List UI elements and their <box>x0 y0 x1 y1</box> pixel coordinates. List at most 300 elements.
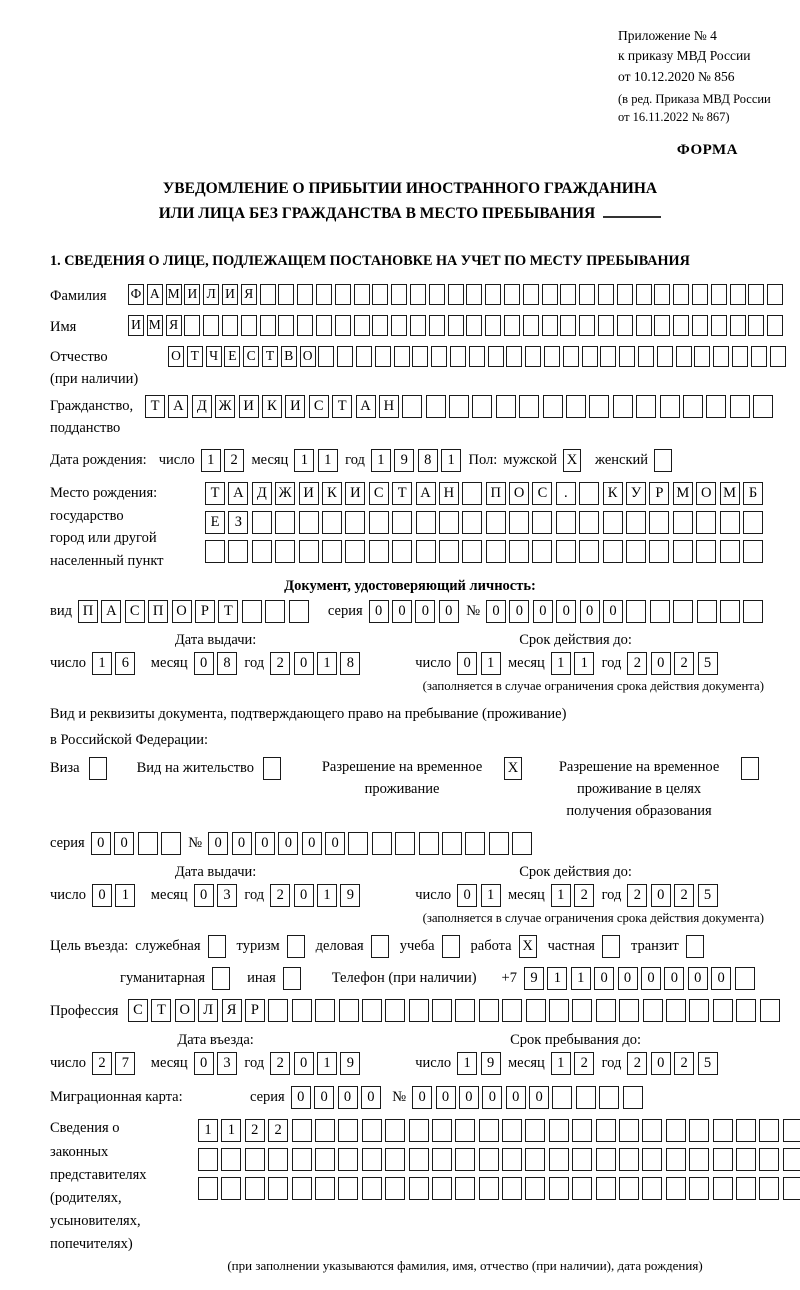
citizenship-cell[interactable] <box>589 395 609 418</box>
birthplace-row-1[interactable] <box>205 482 766 505</box>
patronymic-cell[interactable]: Т <box>262 346 278 367</box>
birthplace-cell[interactable] <box>369 511 389 534</box>
guardians-row-2[interactable] <box>198 1148 800 1171</box>
profession-cell[interactable] <box>713 999 733 1022</box>
series-cell[interactable] <box>161 832 181 855</box>
phone-cell[interactable]: 0 <box>641 967 661 990</box>
year-cell[interactable]: 0 <box>294 652 314 675</box>
number-cell[interactable]: 0 <box>208 832 228 855</box>
guardian-cell[interactable] <box>198 1177 218 1200</box>
birthplace-cell[interactable] <box>579 482 599 505</box>
profession-cell[interactable] <box>619 999 639 1022</box>
surname-cell[interactable] <box>673 284 689 305</box>
doc-number-input[interactable] <box>486 600 767 623</box>
citizenship-cell[interactable]: Т <box>145 395 165 418</box>
number-cell[interactable]: 0 <box>556 600 576 623</box>
firstname-cell[interactable] <box>673 315 689 336</box>
birthplace-cell[interactable] <box>462 540 482 563</box>
surname-cell[interactable] <box>316 284 332 305</box>
number-cell[interactable] <box>465 832 485 855</box>
guardian-cell[interactable] <box>409 1177 429 1200</box>
number-cell[interactable]: 0 <box>412 1086 432 1109</box>
day-cell[interactable]: 1 <box>201 449 221 472</box>
doc-kind-cell[interactable]: Р <box>195 600 215 623</box>
citizenship-cell[interactable] <box>472 395 492 418</box>
series-cell[interactable]: 0 <box>291 1086 311 1109</box>
guardian-cell[interactable]: 1 <box>198 1119 218 1142</box>
surname-cell[interactable] <box>410 284 426 305</box>
birthplace-cell[interactable] <box>205 540 225 563</box>
birthplace-row-2[interactable] <box>205 511 766 534</box>
patronymic-cell[interactable]: Ч <box>206 346 222 367</box>
firstname-cell[interactable] <box>222 315 238 336</box>
number-cell[interactable]: 0 <box>436 1086 456 1109</box>
year-cell[interactable]: 2 <box>674 1052 694 1075</box>
surname-cell[interactable]: И <box>184 284 200 305</box>
surname-cell[interactable] <box>372 284 388 305</box>
profession-cell[interactable] <box>736 999 756 1022</box>
patronymic-cell[interactable] <box>619 346 635 367</box>
surname-cell[interactable] <box>542 284 558 305</box>
checkbox-cell[interactable] <box>654 449 672 472</box>
year-cell[interactable]: 2 <box>674 884 694 907</box>
doc-kind-cell[interactable] <box>289 600 309 623</box>
number-cell[interactable] <box>372 832 392 855</box>
citizenship-cell[interactable]: Ж <box>215 395 235 418</box>
birthdate-year-input[interactable] <box>371 449 465 472</box>
firstname-cell[interactable]: М <box>147 315 163 336</box>
guardian-cell[interactable] <box>525 1177 545 1200</box>
citizenship-cell[interactable] <box>730 395 750 418</box>
doc-kind-cell[interactable]: О <box>172 600 192 623</box>
birthplace-cell[interactable]: Р <box>649 482 669 505</box>
doc-kind-cell[interactable] <box>242 600 262 623</box>
guardian-cell[interactable] <box>619 1177 639 1200</box>
profession-cell[interactable] <box>549 999 569 1022</box>
birthplace-cell[interactable] <box>416 511 436 534</box>
birthplace-cell[interactable]: А <box>228 482 248 505</box>
purpose-other-checkbox[interactable] <box>283 967 301 990</box>
patronymic-cell[interactable] <box>751 346 767 367</box>
number-cell[interactable]: 0 <box>232 832 252 855</box>
guardian-cell[interactable] <box>666 1177 686 1200</box>
phone-cell[interactable] <box>735 967 755 990</box>
profession-cell[interactable] <box>526 999 546 1022</box>
citizenship-cell[interactable] <box>753 395 773 418</box>
firstname-cell[interactable] <box>184 315 200 336</box>
surname-cell[interactable]: Ф <box>128 284 144 305</box>
day-cell[interactable]: 9 <box>481 1052 501 1075</box>
profession-cell[interactable]: Я <box>222 999 242 1022</box>
checkbox-cell[interactable] <box>283 967 301 990</box>
year-cell[interactable]: 1 <box>317 652 337 675</box>
patronymic-cell[interactable]: С <box>243 346 259 367</box>
profession-cell[interactable]: С <box>128 999 148 1022</box>
patronymic-cell[interactable] <box>525 346 541 367</box>
birthplace-cell[interactable] <box>439 540 459 563</box>
citizenship-cell[interactable] <box>449 395 469 418</box>
birthplace-cell[interactable] <box>416 540 436 563</box>
month-cell[interactable]: 0 <box>194 884 214 907</box>
number-cell[interactable] <box>623 1086 643 1109</box>
phone-cell[interactable]: 0 <box>664 967 684 990</box>
profession-cell[interactable] <box>268 999 288 1022</box>
number-cell[interactable] <box>599 1086 619 1109</box>
year-cell[interactable]: 0 <box>294 1052 314 1075</box>
guardian-cell[interactable] <box>479 1119 499 1142</box>
firstname-cell[interactable] <box>297 315 313 336</box>
doc-kind-cell[interactable]: А <box>101 600 121 623</box>
patronymic-cell[interactable] <box>469 346 485 367</box>
firstname-cell[interactable] <box>260 315 276 336</box>
phone-cell[interactable]: 1 <box>547 967 567 990</box>
birthplace-cell[interactable] <box>275 540 295 563</box>
guardian-cell[interactable] <box>689 1177 709 1200</box>
citizenship-cell[interactable]: С <box>309 395 329 418</box>
series-cell[interactable]: 0 <box>114 832 134 855</box>
month-cell[interactable]: 1 <box>551 884 571 907</box>
guardian-cell[interactable] <box>666 1148 686 1171</box>
guardians-row-3[interactable] <box>198 1177 800 1200</box>
year-cell[interactable]: 1 <box>441 449 461 472</box>
guardian-cell[interactable] <box>315 1148 335 1171</box>
stay-day[interactable] <box>457 1052 504 1075</box>
profession-cell[interactable] <box>596 999 616 1022</box>
firstname-cell[interactable] <box>598 315 614 336</box>
patronymic-cell[interactable] <box>375 346 391 367</box>
residence-issue-day[interactable] <box>92 884 139 907</box>
checkbox-cell[interactable] <box>602 935 620 958</box>
guardian-cell[interactable] <box>689 1148 709 1171</box>
day-cell[interactable]: 1 <box>115 884 135 907</box>
guardian-cell[interactable] <box>432 1119 452 1142</box>
guardian-cell[interactable] <box>315 1177 335 1200</box>
surname-cell[interactable] <box>260 284 276 305</box>
guardian-cell[interactable] <box>292 1177 312 1200</box>
year-cell[interactable]: 0 <box>651 652 671 675</box>
firstname-cell[interactable] <box>429 315 445 336</box>
birthplace-cell[interactable]: Д <box>252 482 272 505</box>
year-cell[interactable]: 9 <box>340 1052 360 1075</box>
birthplace-cell[interactable] <box>603 511 623 534</box>
phone-input[interactable] <box>524 967 758 990</box>
phone-cell[interactable]: 0 <box>594 967 614 990</box>
firstname-cell[interactable] <box>636 315 652 336</box>
birthplace-cell[interactable] <box>369 540 389 563</box>
birthplace-cell[interactable]: Н <box>439 482 459 505</box>
citizenship-cell[interactable] <box>613 395 633 418</box>
guardian-cell[interactable] <box>292 1119 312 1142</box>
guardian-cell[interactable] <box>338 1148 358 1171</box>
phone-cell[interactable]: 0 <box>618 967 638 990</box>
option-visa-checkbox[interactable] <box>89 757 107 780</box>
year-cell[interactable]: 2 <box>270 1052 290 1075</box>
birthplace-cell[interactable]: З <box>228 511 248 534</box>
year-cell[interactable]: 8 <box>418 449 438 472</box>
guardian-cell[interactable] <box>713 1119 733 1142</box>
birthplace-cell[interactable] <box>275 511 295 534</box>
guardian-cell[interactable] <box>362 1177 382 1200</box>
birthplace-cell[interactable]: М <box>673 482 693 505</box>
surname-cell[interactable] <box>711 284 727 305</box>
checkbox-cell[interactable] <box>287 935 305 958</box>
day-cell[interactable]: 2 <box>224 449 244 472</box>
number-cell[interactable] <box>626 600 646 623</box>
doc-expiry-day[interactable] <box>457 652 504 675</box>
guardian-cell[interactable] <box>713 1177 733 1200</box>
surname-cell[interactable] <box>429 284 445 305</box>
month-cell[interactable]: 3 <box>217 884 237 907</box>
residence-expiry-day[interactable] <box>457 884 504 907</box>
surname-cell[interactable]: И <box>222 284 238 305</box>
birthplace-cell[interactable] <box>556 511 576 534</box>
birthplace-cell[interactable] <box>696 511 716 534</box>
guardian-cell[interactable] <box>338 1177 358 1200</box>
guardian-cell[interactable] <box>315 1119 335 1142</box>
purpose-humanitarian-checkbox[interactable] <box>212 967 230 990</box>
purpose-business-checkbox[interactable] <box>371 935 389 958</box>
firstname-cell[interactable] <box>542 315 558 336</box>
profession-cell[interactable]: Л <box>198 999 218 1022</box>
guardian-cell[interactable] <box>432 1177 452 1200</box>
number-cell[interactable]: 0 <box>302 832 322 855</box>
birthplace-cell[interactable] <box>743 511 763 534</box>
guardian-cell[interactable] <box>783 1177 800 1200</box>
guardian-cell[interactable]: 1 <box>221 1119 241 1142</box>
surname-cell[interactable] <box>448 284 464 305</box>
month-cell[interactable]: 2 <box>574 884 594 907</box>
birthplace-cell[interactable] <box>509 540 529 563</box>
birthplace-cell[interactable]: К <box>322 482 342 505</box>
birthplace-cell[interactable] <box>345 511 365 534</box>
day-cell[interactable]: 1 <box>481 884 501 907</box>
citizenship-cell[interactable] <box>706 395 726 418</box>
birthplace-cell[interactable]: С <box>369 482 389 505</box>
firstname-cell[interactable] <box>354 315 370 336</box>
patronymic-cell[interactable] <box>770 346 786 367</box>
number-cell[interactable]: 0 <box>278 832 298 855</box>
surname-cell[interactable]: М <box>166 284 182 305</box>
guardians-row-1[interactable] <box>198 1119 800 1142</box>
birthplace-cell[interactable] <box>696 540 716 563</box>
birthplace-cell[interactable]: И <box>299 482 319 505</box>
birthplace-cell[interactable] <box>673 540 693 563</box>
checkbox-cell[interactable] <box>212 967 230 990</box>
year-cell[interactable]: 0 <box>651 1052 671 1075</box>
guardian-cell[interactable] <box>268 1148 288 1171</box>
guardian-cell[interactable] <box>572 1148 592 1171</box>
doc-expiry-month[interactable] <box>551 652 598 675</box>
birthplace-cell[interactable]: О <box>509 482 529 505</box>
citizenship-cell[interactable] <box>402 395 422 418</box>
month-cell[interactable]: 8 <box>217 652 237 675</box>
birthplace-cell[interactable] <box>649 511 669 534</box>
number-cell[interactable] <box>442 832 462 855</box>
month-cell[interactable]: 1 <box>318 449 338 472</box>
firstname-cell[interactable] <box>410 315 426 336</box>
phone-cell[interactable]: 9 <box>524 967 544 990</box>
number-cell[interactable] <box>576 1086 596 1109</box>
checkbox-cell[interactable] <box>208 935 226 958</box>
guardian-cell[interactable] <box>525 1148 545 1171</box>
number-cell[interactable]: 0 <box>506 1086 526 1109</box>
month-cell[interactable]: 1 <box>551 652 571 675</box>
month-cell[interactable]: 1 <box>294 449 314 472</box>
series-cell[interactable]: 0 <box>369 600 389 623</box>
guardian-cell[interactable] <box>549 1177 569 1200</box>
birthplace-cell[interactable]: Т <box>392 482 412 505</box>
year-cell[interactable]: 2 <box>674 652 694 675</box>
guardian-cell[interactable] <box>783 1119 800 1142</box>
number-cell[interactable]: 0 <box>509 600 529 623</box>
residence-issue-month[interactable] <box>194 884 241 907</box>
guardian-cell[interactable] <box>642 1177 662 1200</box>
year-cell[interactable]: 0 <box>294 884 314 907</box>
guardian-cell[interactable] <box>736 1177 756 1200</box>
year-cell[interactable]: 2 <box>627 1052 647 1075</box>
patronymic-cell[interactable] <box>544 346 560 367</box>
birthplace-cell[interactable] <box>532 511 552 534</box>
checkbox-cell[interactable] <box>371 935 389 958</box>
patronymic-cell[interactable] <box>582 346 598 367</box>
patronymic-cell[interactable] <box>318 346 334 367</box>
checkbox-cell[interactable]: X <box>504 757 522 780</box>
birthplace-cell[interactable] <box>649 540 669 563</box>
patronymic-cell[interactable] <box>394 346 410 367</box>
birthplace-cell[interactable] <box>720 540 740 563</box>
profession-input[interactable] <box>128 999 783 1022</box>
checkbox-cell[interactable] <box>89 757 107 780</box>
birthplace-cell[interactable] <box>603 540 623 563</box>
doc-issue-month[interactable] <box>194 652 241 675</box>
birthplace-cell[interactable] <box>743 540 763 563</box>
profession-cell[interactable] <box>409 999 429 1022</box>
birthplace-cell[interactable] <box>720 511 740 534</box>
surname-cell[interactable] <box>278 284 294 305</box>
birthdate-day-input[interactable] <box>201 449 248 472</box>
profession-cell[interactable] <box>362 999 382 1022</box>
residence-expiry-month[interactable] <box>551 884 598 907</box>
birthplace-cell[interactable]: Е <box>205 511 225 534</box>
doc-kind-cell[interactable]: П <box>148 600 168 623</box>
day-cell[interactable]: 0 <box>457 652 477 675</box>
surname-cell[interactable] <box>692 284 708 305</box>
day-cell[interactable]: 6 <box>115 652 135 675</box>
purpose-official-checkbox[interactable] <box>208 935 226 958</box>
number-cell[interactable]: 0 <box>603 600 623 623</box>
checkbox-cell[interactable] <box>442 935 460 958</box>
doc-kind-cell[interactable]: Т <box>218 600 238 623</box>
year-cell[interactable]: 1 <box>317 884 337 907</box>
surname-cell[interactable] <box>730 284 746 305</box>
firstname-cell[interactable] <box>523 315 539 336</box>
profession-cell[interactable] <box>455 999 475 1022</box>
citizenship-cell[interactable] <box>519 395 539 418</box>
guardian-cell[interactable] <box>221 1177 241 1200</box>
profession-cell[interactable] <box>666 999 686 1022</box>
series-cell[interactable]: 0 <box>314 1086 334 1109</box>
citizenship-cell[interactable]: И <box>239 395 259 418</box>
firstname-cell[interactable] <box>654 315 670 336</box>
firstname-cell[interactable] <box>504 315 520 336</box>
guardian-cell[interactable] <box>198 1148 218 1171</box>
guardian-cell[interactable] <box>455 1177 475 1200</box>
citizenship-cell[interactable] <box>496 395 516 418</box>
profession-cell[interactable] <box>643 999 663 1022</box>
number-cell[interactable] <box>697 600 717 623</box>
firstname-cell[interactable] <box>335 315 351 336</box>
birthplace-cell[interactable] <box>486 540 506 563</box>
guardian-cell[interactable] <box>362 1148 382 1171</box>
year-cell[interactable]: 2 <box>627 884 647 907</box>
birthplace-cell[interactable] <box>252 511 272 534</box>
number-cell[interactable] <box>419 832 439 855</box>
patronymic-cell[interactable] <box>506 346 522 367</box>
guardian-cell[interactable] <box>596 1148 616 1171</box>
guardian-cell[interactable] <box>572 1177 592 1200</box>
number-cell[interactable] <box>673 600 693 623</box>
firstname-cell[interactable] <box>692 315 708 336</box>
profession-cell[interactable] <box>689 999 709 1022</box>
birthplace-cell[interactable] <box>299 511 319 534</box>
guardian-cell[interactable] <box>479 1177 499 1200</box>
checkbox-cell[interactable] <box>686 935 704 958</box>
guardian-cell[interactable] <box>549 1148 569 1171</box>
number-cell[interactable]: 0 <box>325 832 345 855</box>
residence-number-input[interactable] <box>208 832 535 855</box>
day-cell[interactable]: 1 <box>92 652 112 675</box>
birthplace-cell[interactable] <box>579 540 599 563</box>
surname-cell[interactable] <box>335 284 351 305</box>
birthplace-cell[interactable] <box>252 540 272 563</box>
doc-kind-cell[interactable]: С <box>125 600 145 623</box>
patronymic-cell[interactable] <box>713 346 729 367</box>
birthplace-cell[interactable]: И <box>345 482 365 505</box>
day-cell[interactable]: 1 <box>457 1052 477 1075</box>
number-cell[interactable] <box>512 832 532 855</box>
birthplace-cell[interactable]: О <box>696 482 716 505</box>
year-cell[interactable]: 2 <box>270 884 290 907</box>
birthplace-row-3[interactable] <box>205 540 766 563</box>
year-cell[interactable]: 9 <box>340 884 360 907</box>
surname-cell[interactable] <box>598 284 614 305</box>
patronymic-cell[interactable] <box>431 346 447 367</box>
birthplace-cell[interactable] <box>462 482 482 505</box>
doc-kind-cell[interactable]: П <box>78 600 98 623</box>
profession-cell[interactable] <box>432 999 452 1022</box>
patronymic-cell[interactable] <box>337 346 353 367</box>
firstname-cell[interactable] <box>278 315 294 336</box>
migration-card-number-input[interactable] <box>412 1086 646 1109</box>
guardian-cell[interactable] <box>596 1119 616 1142</box>
patronymic-cell[interactable]: Т <box>187 346 203 367</box>
guardian-cell[interactable] <box>619 1119 639 1142</box>
profession-cell[interactable] <box>479 999 499 1022</box>
patronymic-cell[interactable]: О <box>300 346 316 367</box>
surname-cell[interactable] <box>560 284 576 305</box>
purpose-transit-checkbox[interactable] <box>686 935 704 958</box>
year-cell[interactable]: 9 <box>394 449 414 472</box>
entry-day[interactable] <box>92 1052 139 1075</box>
guardian-cell[interactable] <box>502 1148 522 1171</box>
year-cell[interactable]: 2 <box>270 652 290 675</box>
firstname-cell[interactable] <box>485 315 501 336</box>
surname-cell[interactable] <box>617 284 633 305</box>
birthplace-cell[interactable]: М <box>720 482 740 505</box>
birthplace-cell[interactable]: К <box>603 482 623 505</box>
surname-cell[interactable] <box>391 284 407 305</box>
citizenship-cell[interactable] <box>566 395 586 418</box>
